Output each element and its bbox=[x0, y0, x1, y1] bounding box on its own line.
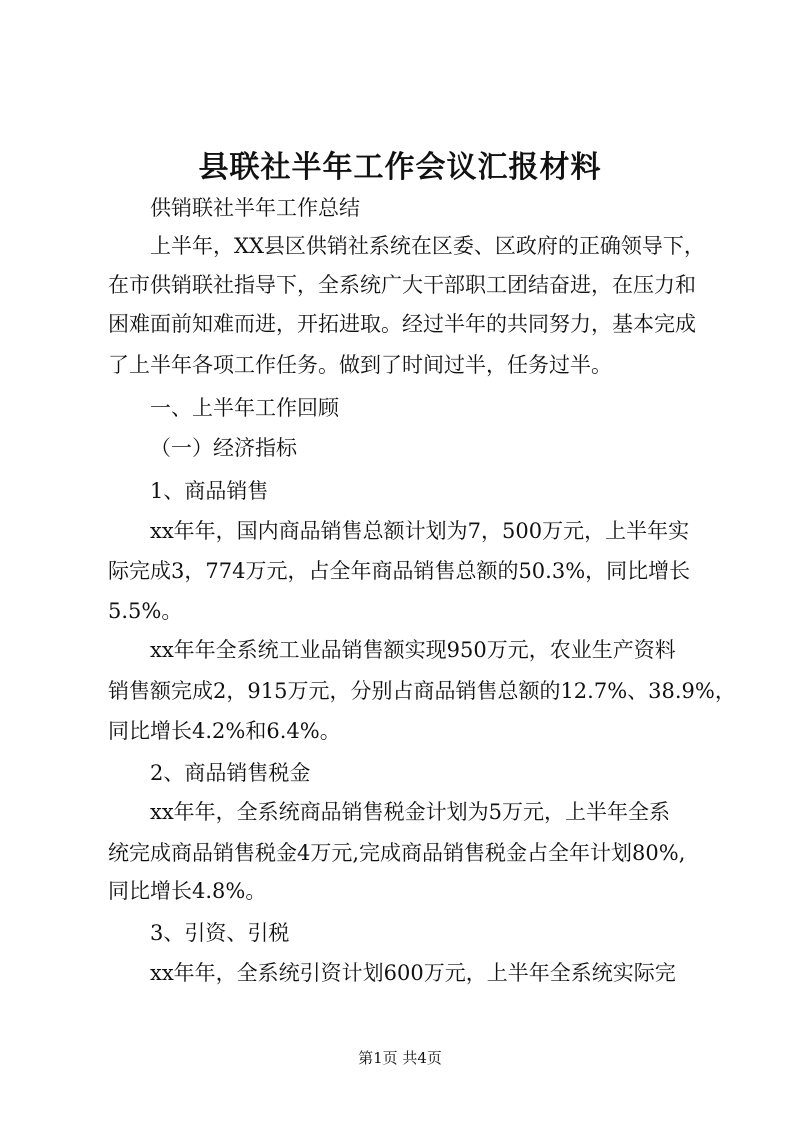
paragraph-line: 同比增长4.8%。 bbox=[108, 879, 267, 903]
paragraph-line: 际完成3，774万元，占全年商品销售总额的50.3%，同比增长 bbox=[108, 559, 691, 583]
item-heading: 2、商品销售税金 bbox=[150, 761, 311, 785]
page-number-footer: 第1页 共4页 bbox=[358, 1049, 442, 1067]
paragraph-line: 销售额完成2，915万元，分别占商品销售总额的12.7%、38.9%， bbox=[108, 679, 736, 703]
paragraph-line: xx年年，全系统引资计划600万元，上半年全系统实际完 bbox=[150, 961, 676, 985]
paragraph-line: 在市供销联社指导下，全系统广大干部职工团结奋进，在压力和 bbox=[108, 273, 696, 297]
paragraph-line: 同比增长4.2%和6.4%。 bbox=[108, 719, 341, 743]
subsection-heading: （一）经济指标 bbox=[150, 436, 297, 460]
paragraph-line: xx年年，全系统商品销售税金计划为5万元，上半年全系 bbox=[150, 800, 671, 824]
paragraph-line: 困难面前知难而进，开拓进取。经过半年的共同努力，基本完成 bbox=[108, 312, 696, 336]
paragraph-line: xx年年全系统工业品销售额实现950万元，农业生产资料 bbox=[150, 638, 676, 662]
paragraph-line: 了上半年各项工作任务。做到了时间过半，任务过半。 bbox=[108, 353, 612, 377]
paragraph-line: 统完成商品销售税金4万元,完成商品销售税金占全年计划80%, bbox=[108, 841, 686, 865]
subtitle-line: 供销联社半年工作总结 bbox=[150, 196, 360, 220]
document-title: 县联社半年工作会议汇报材料 bbox=[198, 150, 602, 185]
item-heading: 3、引资、引税 bbox=[150, 921, 290, 945]
paragraph-line: 上半年，XX县区供销社系统在区委、区政府的正确领导下， bbox=[150, 234, 705, 258]
section-heading: 一、上半年工作回顾 bbox=[150, 396, 339, 420]
paragraph-line: 5.5%。 bbox=[108, 599, 183, 623]
item-heading: 1、商品销售 bbox=[150, 479, 269, 503]
paragraph-line: xx年年，国内商品销售总额计划为7，500万元，上半年实 bbox=[150, 519, 690, 543]
